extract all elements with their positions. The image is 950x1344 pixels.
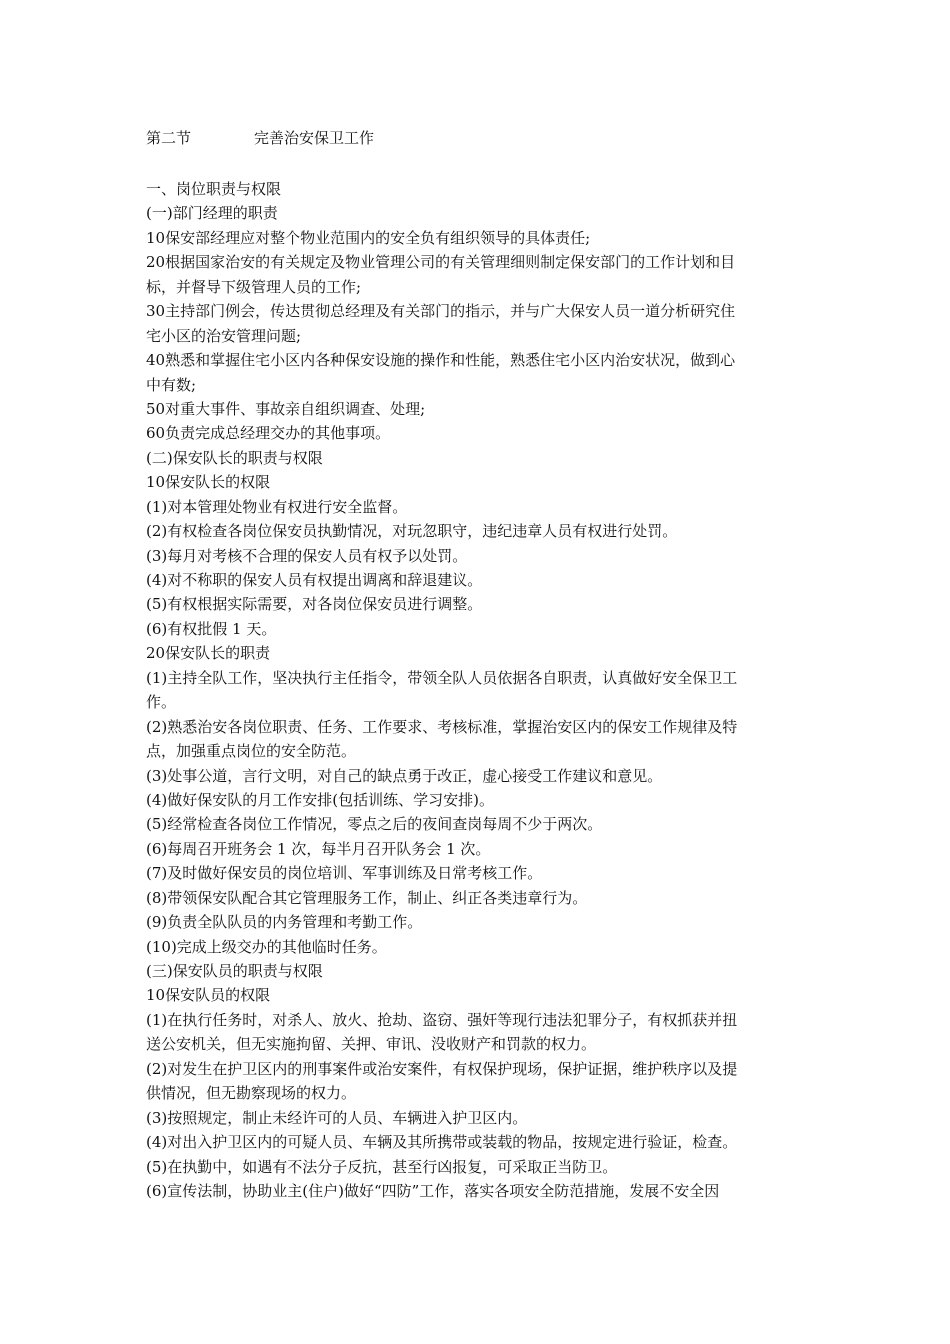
text-line: 供情况，但无勘察现场的权力。 — [146, 1084, 357, 1103]
text-line: 点，加强重点岗位的安全防范。 — [146, 742, 357, 761]
section-title: 完善治安保卫工作 — [254, 129, 375, 147]
text-line: 10保安队员的权限 — [146, 986, 271, 1005]
text-line: 10保安部经理应对整个物业范围内的安全负有组织领导的具体责任; — [146, 228, 591, 247]
text-line: (6)每周召开班务会 1 次，每半月召开队务会 1 次。 — [146, 839, 491, 858]
text-line: 20保安队长的职责 — [146, 644, 271, 663]
text-line: (3)按照规定，制止未经许可的人员、车辆进入护卫区内。 — [146, 1108, 528, 1127]
text-line: (7)及时做好保安员的岗位培训、军事训练及日常考核工作。 — [146, 864, 543, 883]
text-line: (一)部门经理的职责 — [146, 204, 278, 223]
text-line: (6)宣传法制，协助业主(住户)做好“四防”工作，落实各项安全防范措施，发展不安全因 — [146, 1181, 720, 1200]
text-line: (5)经常检查各岗位工作情况，零点之后的夜间查岗每周不少于两次。 — [146, 815, 603, 834]
text-line: (4)做好保安队的月工作安排(包括训练、学习安排)。 — [146, 790, 494, 809]
text-line: (三)保安队员的职责与权限 — [146, 962, 323, 980]
text-line: 40熟悉和掌握住宅小区内各种保安设施的操作和性能，熟悉住宅小区内治安状况，做到心 — [146, 351, 736, 370]
text-line: (4)对出入护卫区内的可疑人员、车辆及其所携带或装载的物品，按规定进行验证，检查。 — [146, 1133, 738, 1152]
text-line: (10)完成上级交办的其他临时任务。 — [146, 937, 387, 956]
text-line: 20根据国家治安的有关规定及物业管理公司的有关管理细则制定保安部门的工作计划和目 — [146, 253, 736, 272]
text-line: 60负责完成总经理交办的其他事项。 — [146, 424, 391, 443]
text-line: 标，并督导下级管理人员的工作; — [146, 277, 362, 296]
text-line: (1)主持全队工作，坚决执行主任指令，带领全队人员依据各自职责，认真做好安全保卫工 — [146, 668, 738, 687]
text-line: (2)有权检查各岗位保安员执勤情况，对玩忽职守，违纪违章人员有权进行处罚。 — [146, 522, 678, 541]
text-line: (1)对本管理处物业有权进行安全监督。 — [146, 497, 408, 516]
text-line: (5)在执勤中，如遇有不法分子反抗，甚至行凶报复，可采取正当防卫。 — [146, 1157, 618, 1176]
text-line: (9)负责全队队员的内务管理和考勤工作。 — [146, 913, 423, 932]
text-line: (8)带领保安队配合其它管理服务工作，制止、纠正各类违章行为。 — [146, 888, 588, 907]
text-line: 10保安队长的权限 — [146, 473, 271, 492]
text-line: 作。 — [146, 693, 177, 712]
text-line: (6)有权批假 1 天。 — [146, 619, 277, 638]
text-line: (3)每月对考核不合理的保安人员有权予以处罚。 — [146, 546, 468, 565]
text-line: (4)对不称职的保安人员有权提出调离和辞退建议。 — [146, 571, 483, 589]
text-line: 送公安机关，但无实施拘留、关押、审讯、没收财产和罚款的权力。 — [146, 1035, 597, 1054]
section-heading — [146, 128, 374, 148]
text-line: (1)在执行任务时，对杀人、放火、抢劫、盗窃、强奸等现行违法犯罪分子，有权抓获并扭 — [146, 1010, 738, 1029]
text-line: (3)处事公道，言行文明，对自己的缺点勇于改正，虚心接受工作建议和意见。 — [146, 766, 663, 785]
text-line: 一、岗位职责与权限 — [146, 180, 282, 198]
text-line: (二)保安队长的职责与权限 — [146, 448, 323, 467]
text-line: (2)对发生在护卫区内的刑事案件或治安案件，有权保护现场，保护证据，维护秩序以及提 — [146, 1059, 738, 1078]
document-body — [146, 177, 810, 1203]
text-line: 中有数; — [146, 375, 197, 394]
text-line: (2)熟悉治安各岗位职责、任务、工作要求、考核标准，掌握治安区内的保安工作规律及特 — [146, 717, 738, 736]
text-line: 宅小区的治安管理问题; — [146, 326, 302, 345]
text-line: (5)有权根据实际需要，对各岗位保安员进行调整。 — [146, 595, 483, 614]
text-line: 30主持部门例会，传达贯彻总经理及有关部门的指示，并与广大保安人员一道分析研究住 — [146, 302, 736, 321]
section-number: 第二节 — [146, 129, 192, 147]
text-line: 50对重大事件、事故亲自组织调查、处理; — [146, 399, 426, 418]
